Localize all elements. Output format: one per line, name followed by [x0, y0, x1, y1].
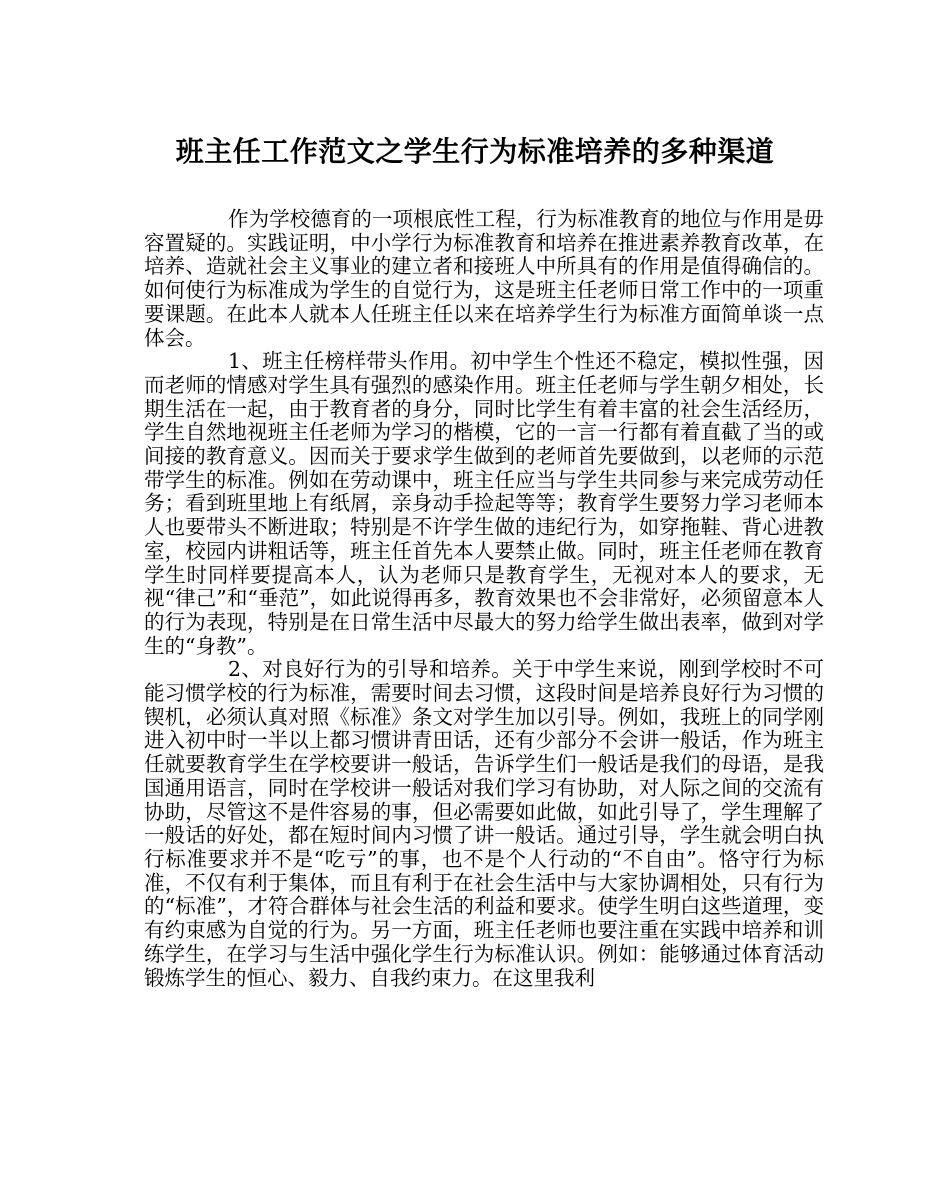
document-title: 班主任工作范文之学生行为标准培养的多种渠道 — [175, 135, 775, 168]
paragraph-intro: 作为学校德育的一项根底性工程，行为标准教育的地位与作用是毋容置疑的。实践证明，中小学行为标准教育和培养在推进素养教育改革，在培养、造就社会主义事业的建立者和接班人中所具有的作用是值得确信的。如何使行为标准成为学生的自觉行为，这是班主任老师日常工作中的一项重要课题。在此本人就本人任班主任以来在培养学生行为标准方面简单谈一点体会。 — [144, 207, 824, 350]
paragraph-section-1: 1、班主任榜样带头作用。初中学生个性还不稳定，模拟性强，因而老师的情感对学生具有强烈的感染作用。班主任老师与学生朝夕相处，长期生活在一起，由于教育者的身分，同时比学生有着丰富的社会生活经历，学生自然地视班主任老师为学习的楷模，它的一言一行都有着直截了当的或间接的教育意义。因而关于要求学生做到的老师首先要做到，以老师的示范带学生的标准。例如在劳动课中，班主任应当与学生共同参与来完成劳动任务；看到班里地上有纸屑，亲身动手捡起等等；教育学生要努力学习老师本人也要带头不断进取；特别是不许学生做的违纪行为，如穿拖鞋、背心进教室，校园内讲粗话等，班主任首先本人要禁止做。同时，班主任老师在教育学生时同样要提高本人，认为老师只是教育学生，无视对本人的要求，无视“律己”和“垂范”，如此说得再多，教育效果也不会非常好，必须留意本人的行为表现，特别是在日常生活中尽最大的努力给学生做出表率，做到对学生的“身教”。 — [144, 349, 824, 658]
paragraph-section-2: 2、对良好行为的引导和培养。关于中学生来说，刚到学校时不可能习惯学校的行为标准，需要时间去习惯，这段时间是培养良好行为习惯的锲机，必须认真对照《标准》条文对学生加以引导。例如，我班上的同学刚进入初中时一半以上都习惯讲青田话，还有少部分不会讲一般话，作为班主任就要教育学生在学校要讲一般话，告诉学生们一般话是我们的母语，是我国通用语言，同时在学校讲一般话对我们学习有协助，对人际之间的交流有协助，尽管这不是件容易的事，但必需要如此做，如此引导了，学生理解了一般话的好处，都在短时间内习惯了讲一般话。通过引导，学生就会明白执行标准要求并不是“吃亏”的事，也不是个人行动的“不自由”。恪守行为标准，不仅有利于集体，而且有利于在社会生活中与大家协调相处，只有行为的“标准”，才符合群体与社会生活的利益和要求。使学生明白这些道理，变有约束感为自觉的行为。另一方面，班主任老师也要注重在实践中培养和训练学生，在学习与生活中强化学生行为标准认识。例如：能够通过体育活动锻炼学生的恒心、毅力、自我约束力。在这里我利 — [144, 657, 824, 990]
document-body — [144, 208, 824, 990]
